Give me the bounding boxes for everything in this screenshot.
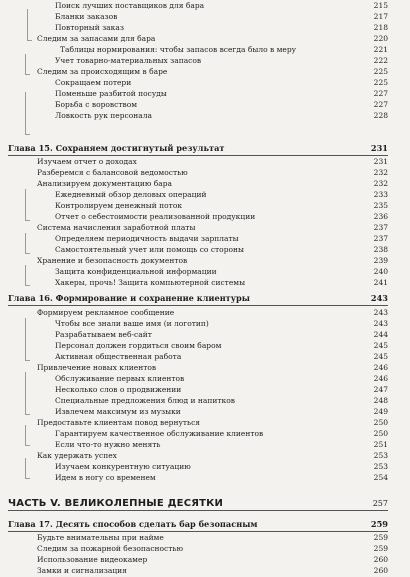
toc-entry-title: Использование видеокамер bbox=[37, 555, 148, 564]
toc-entry-page: 237 bbox=[373, 234, 388, 243]
toc-entry[interactable] bbox=[37, 565, 388, 576]
toc-entry-title: Определяем периодичность выдачи зарплаты bbox=[55, 234, 239, 243]
toc-entry[interactable] bbox=[55, 244, 388, 255]
toc-entry-page: 243 bbox=[373, 319, 388, 328]
chapter-page: 243 bbox=[370, 293, 388, 303]
toc-entry-title: Формируем рекламное сообщение bbox=[37, 308, 175, 317]
toc-entry[interactable] bbox=[55, 439, 388, 450]
toc-entry-title: Анализируем документацию бара bbox=[37, 179, 172, 188]
toc-entry-title: Поменьше разбитой посуды bbox=[55, 89, 167, 98]
chapter-divider bbox=[8, 305, 388, 306]
toc-entry[interactable] bbox=[55, 340, 388, 351]
tree-connector bbox=[25, 425, 30, 446]
toc-entry-page: 237 bbox=[373, 223, 388, 232]
toc-entry[interactable] bbox=[55, 406, 388, 417]
toc-entry[interactable] bbox=[37, 255, 388, 266]
toc-entry-title: Сокращаем потери bbox=[55, 78, 132, 87]
toc-entry-title: Система начисления заработной платы bbox=[37, 223, 196, 232]
toc-entry-title: Идем в ногу со временем bbox=[55, 473, 156, 482]
toc-entry-title: Отчет о себестоимости реализованной продукции bbox=[55, 212, 256, 221]
toc-entry[interactable] bbox=[55, 384, 388, 395]
tree-connector bbox=[25, 458, 30, 479]
toc-entry-page: 243 bbox=[373, 308, 388, 317]
toc-entry-title: Гарантируем качественное обслуживание клиентов bbox=[55, 429, 264, 438]
toc-entry-page: 250 bbox=[373, 418, 388, 427]
chapter-page: 259 bbox=[370, 519, 388, 529]
tree-connector bbox=[27, 9, 32, 41]
toc-entry[interactable] bbox=[37, 307, 388, 318]
toc-entry-title: Изучаем конкурентную ситуацию bbox=[55, 462, 191, 471]
toc-entry-title: Изучаем отчет о доходах bbox=[37, 157, 137, 166]
toc-entry-page: 235 bbox=[373, 201, 388, 210]
toc-entry[interactable] bbox=[55, 189, 388, 200]
toc-entry-page: 254 bbox=[373, 473, 388, 482]
toc-entry-page: 245 bbox=[373, 352, 388, 361]
toc-entry-page: 215 bbox=[373, 1, 388, 10]
toc-entry-page: 246 bbox=[373, 374, 388, 383]
toc-entry[interactable] bbox=[55, 318, 388, 329]
toc-entry-page: 218 bbox=[373, 23, 388, 32]
toc-entry-page: 248 bbox=[373, 396, 388, 405]
toc-entry-title: Следим за происходящим в баре bbox=[37, 67, 168, 76]
toc-entry[interactable] bbox=[55, 472, 388, 483]
tree-connector bbox=[25, 92, 30, 135]
toc-entry[interactable] bbox=[37, 222, 388, 233]
toc-entry[interactable] bbox=[55, 22, 388, 33]
toc-entry-title: Защита конфиденциальной информации bbox=[55, 267, 217, 276]
toc-entry[interactable] bbox=[37, 178, 388, 189]
toc-entry-page: 228 bbox=[373, 111, 388, 120]
part-divider bbox=[8, 510, 388, 511]
toc-entry-title: Привлечение новых клиентов bbox=[37, 363, 157, 372]
toc-entry[interactable] bbox=[55, 266, 388, 277]
toc-entry-page: 227 bbox=[373, 100, 388, 109]
part-title: ЧАСТЬ V. ВЕЛИКОЛЕПНЫЕ ДЕСЯТКИ bbox=[8, 498, 224, 509]
toc-entry-title: Извлечем максимум из музыки bbox=[55, 407, 181, 416]
chapter-heading[interactable] bbox=[8, 143, 388, 154]
toc-entry[interactable] bbox=[55, 461, 388, 472]
toc-entry[interactable] bbox=[55, 373, 388, 384]
toc-entry-title: Предоставьте клиентам повод вернуться bbox=[37, 418, 201, 427]
toc-entry-page: 236 bbox=[373, 212, 388, 221]
tree-connector bbox=[25, 372, 30, 415]
toc-entry-page: 225 bbox=[373, 67, 388, 76]
toc-entry-title: Несколько слов о продвижении bbox=[55, 385, 182, 394]
toc-entry-title: Разрабатываем веб-сайт bbox=[55, 330, 152, 339]
toc-entry-title: Поиск лучших поставщиков для бара bbox=[55, 1, 205, 10]
toc-entry-title: Персонал должен гордиться своим баром bbox=[55, 341, 222, 350]
toc-entry[interactable] bbox=[37, 417, 388, 428]
toc-entry[interactable] bbox=[55, 395, 388, 406]
toc-entry-title: Таблицы нормирования: чтобы запасов всегда было в меру bbox=[60, 45, 297, 54]
toc-entry[interactable] bbox=[37, 450, 388, 461]
toc-entry-page: 260 bbox=[373, 555, 388, 564]
toc-entry[interactable] bbox=[55, 277, 388, 288]
toc-entry-title: Следим за запасами для бара bbox=[37, 34, 156, 43]
toc-entry-title: Замки и сигнализация bbox=[37, 566, 127, 575]
toc-entry-page: 249 bbox=[373, 407, 388, 416]
toc-entry-page: 233 bbox=[373, 190, 388, 199]
tree-connector bbox=[25, 233, 30, 254]
toc-entry-page: 253 bbox=[373, 451, 388, 460]
toc-entry-page: 238 bbox=[373, 245, 388, 254]
toc-entry-title: Разберемся с балансовой ведомостью bbox=[37, 168, 188, 177]
tree-connector bbox=[25, 54, 30, 75]
chapter-heading[interactable] bbox=[8, 293, 388, 304]
toc-entry-title: Следим за пожарной безопасностью bbox=[37, 544, 184, 553]
toc-entry-title: Ежедневный обзор деловых операций bbox=[55, 190, 207, 199]
toc-entry-title: Бланки заказов bbox=[55, 12, 118, 21]
toc-entry-title: Как удержать успех bbox=[37, 451, 117, 460]
toc-entry-page: 246 bbox=[373, 363, 388, 372]
tree-connector bbox=[25, 189, 30, 221]
toc-entry-title: Учет товарно-материальных запасов bbox=[55, 56, 202, 65]
toc-entry-page: 231 bbox=[373, 157, 388, 166]
toc-entry[interactable] bbox=[37, 543, 388, 554]
toc-entry-page: 222 bbox=[373, 56, 388, 65]
toc-entry-title: Обслуживание первых клиентов bbox=[55, 374, 185, 383]
toc-entry-page: 250 bbox=[373, 429, 388, 438]
toc-entry-title: Хакеры, прочь! Защита компьютерной системы bbox=[55, 278, 246, 287]
toc-entry[interactable] bbox=[37, 167, 388, 178]
toc-entry-page: 240 bbox=[373, 267, 388, 276]
toc-entry[interactable] bbox=[37, 362, 388, 373]
part-heading[interactable] bbox=[8, 497, 388, 510]
toc-entry[interactable] bbox=[37, 554, 388, 565]
toc-entry[interactable] bbox=[55, 233, 388, 244]
part-page: 257 bbox=[372, 499, 388, 508]
toc-entry-title: Повторный заказ bbox=[55, 23, 124, 32]
chapter-page: 231 bbox=[370, 143, 388, 153]
toc-entry[interactable] bbox=[37, 66, 388, 77]
toc-entry[interactable] bbox=[55, 329, 388, 340]
toc-entry-page: 221 bbox=[373, 45, 388, 54]
toc-entry-page: 245 bbox=[373, 341, 388, 350]
toc-entry-page: 253 bbox=[373, 462, 388, 471]
toc-entry-page: 244 bbox=[373, 330, 388, 339]
toc-entry[interactable] bbox=[55, 0, 388, 11]
toc-entry-title: Самостоятельный учет или помощь со стороны bbox=[55, 245, 244, 254]
toc-entry[interactable] bbox=[55, 55, 388, 66]
chapter-heading[interactable] bbox=[8, 519, 388, 530]
toc-entry[interactable] bbox=[55, 11, 388, 22]
toc-entry[interactable] bbox=[60, 44, 388, 55]
toc-entry[interactable] bbox=[37, 532, 388, 543]
toc-entry-page: 259 bbox=[373, 533, 388, 542]
chapter-title: Глава 17. Десять способов сделать бар безопасным bbox=[8, 519, 258, 529]
toc-entry[interactable] bbox=[55, 211, 388, 222]
toc-entry-title: Контролируем денежный поток bbox=[55, 201, 183, 210]
toc-entry-page: 217 bbox=[373, 12, 388, 21]
toc-entry[interactable] bbox=[55, 200, 388, 211]
toc-entry-page: 239 bbox=[373, 256, 388, 265]
chapter-title: Глава 16. Формирование и сохранение клиентуры bbox=[8, 293, 250, 303]
toc-entry[interactable] bbox=[55, 99, 388, 110]
toc-entry-page: 260 bbox=[373, 566, 388, 575]
toc-entry-title: Хранение и безопасность документов bbox=[37, 256, 188, 265]
chapter-title: Глава 15. Сохраняем достигнутый результат bbox=[8, 143, 225, 153]
toc-entry-page: 232 bbox=[373, 179, 388, 188]
toc-entry[interactable] bbox=[55, 110, 388, 121]
toc-entry-page: 227 bbox=[373, 89, 388, 98]
toc-entry[interactable] bbox=[37, 33, 388, 44]
toc-entry-title: Специальные предложения блюд и напитков bbox=[55, 396, 235, 405]
toc-entry-page: 232 bbox=[373, 168, 388, 177]
toc-entry-title: Будьте внимательны при найме bbox=[37, 533, 164, 542]
toc-entry-page: 259 bbox=[373, 544, 388, 553]
toc-entry[interactable] bbox=[37, 156, 388, 167]
toc-entry-title: Активная общественная работа bbox=[55, 352, 182, 361]
toc-entry-page: 247 bbox=[373, 385, 388, 394]
toc-entry[interactable] bbox=[55, 428, 388, 439]
toc-entry-title: Борьба с воровством bbox=[55, 100, 138, 109]
tree-connector bbox=[25, 318, 30, 361]
toc-entry-title: Чтобы все знали ваше имя (и логотип) bbox=[55, 319, 209, 328]
toc-entry[interactable] bbox=[55, 88, 388, 99]
toc-entry-page: 241 bbox=[373, 278, 388, 287]
toc-entry[interactable] bbox=[55, 77, 388, 88]
toc-entry-title: Если что-то нужно менять bbox=[55, 440, 161, 449]
toc-entry[interactable] bbox=[55, 351, 388, 362]
toc-entry-page: 251 bbox=[373, 440, 388, 449]
toc-entry-page: 225 bbox=[373, 78, 388, 87]
tree-connector bbox=[25, 265, 30, 286]
toc-entry-title: Ловкость рук персонала bbox=[55, 111, 152, 120]
toc-entry-page: 220 bbox=[373, 34, 388, 43]
